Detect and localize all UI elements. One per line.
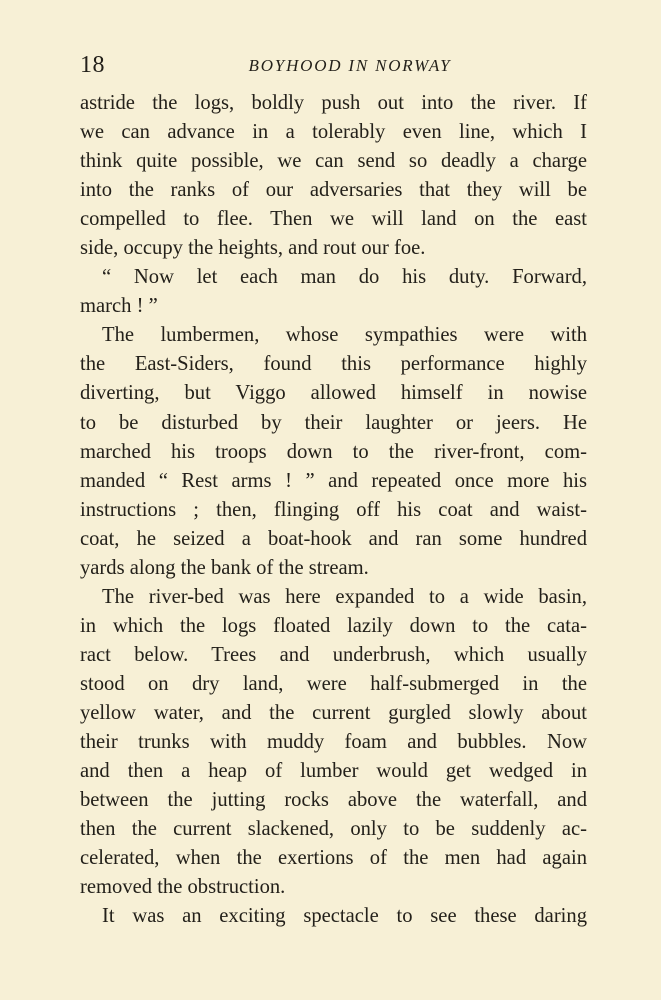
text-line: the East-Siders, found this performance highly (80, 353, 587, 376)
text-line: side, occupy the heights, and rout our foe. (80, 237, 426, 260)
text-line: and then a heap of lumber would get wedged in (80, 760, 587, 783)
text-line: marched his troops down to the river-front, com- (80, 440, 587, 463)
text-line: yellow water, and the current gurgled slowly about (80, 701, 587, 724)
running-title: BOYHOOD IN NORWAY (248, 56, 452, 75)
text-line: then the current slackened, only to be suddenly ac- (80, 818, 587, 841)
text-line: instructions ; then, flinging off his coat and waist- (80, 498, 587, 521)
text-line: The river-bed was here expanded to a wide basin, (102, 585, 587, 608)
text-line: It was an exciting spectacle to see these daring (102, 905, 587, 928)
text-line: in which the logs floated lazily down to the cata- (80, 614, 587, 637)
text-line: ract below. Trees and underbrush, which usually (80, 643, 587, 666)
text-line: between the jutting rocks above the waterfall, and (80, 789, 587, 812)
text-line: compelled to flee. Then we will land on the east (80, 208, 587, 231)
text-line: “ Now let each man do his duty. Forward, (102, 266, 587, 289)
text-line: celerated, when the exertions of the men had again (80, 847, 587, 870)
text-line: astride the logs, boldly push out into the river. If (80, 92, 587, 114)
text-line: manded “ Rest arms ! ” and repeated once more his (80, 469, 587, 492)
text-line: into the ranks of our adversaries that they will be (80, 179, 587, 202)
text-line: The lumbermen, whose sympathies were with (102, 324, 587, 347)
text-line: coat, he seized a boat-hook and ran some hundred (80, 527, 587, 550)
text-line: diverting, but Viggo allowed himself in nowise (80, 382, 587, 405)
body-text (80, 89, 587, 931)
text-line: removed the obstruction. (80, 876, 286, 899)
text-line: to be disturbed by their laughter or jeers. He (80, 411, 587, 434)
page-number: 18 (80, 52, 105, 78)
text-line: we can advance in a tolerably even line, which I (80, 121, 587, 144)
text-line: yards along the bank of the stream. (80, 556, 369, 579)
page-header (80, 52, 586, 82)
text-line: stood on dry land, were half-submerged in the (80, 672, 587, 695)
text-line: think quite possible, we can send so deadly a charge (80, 150, 587, 173)
text-line: march ! ” (80, 295, 158, 318)
text-line: their trunks with muddy foam and bubbles. Now (80, 731, 587, 754)
